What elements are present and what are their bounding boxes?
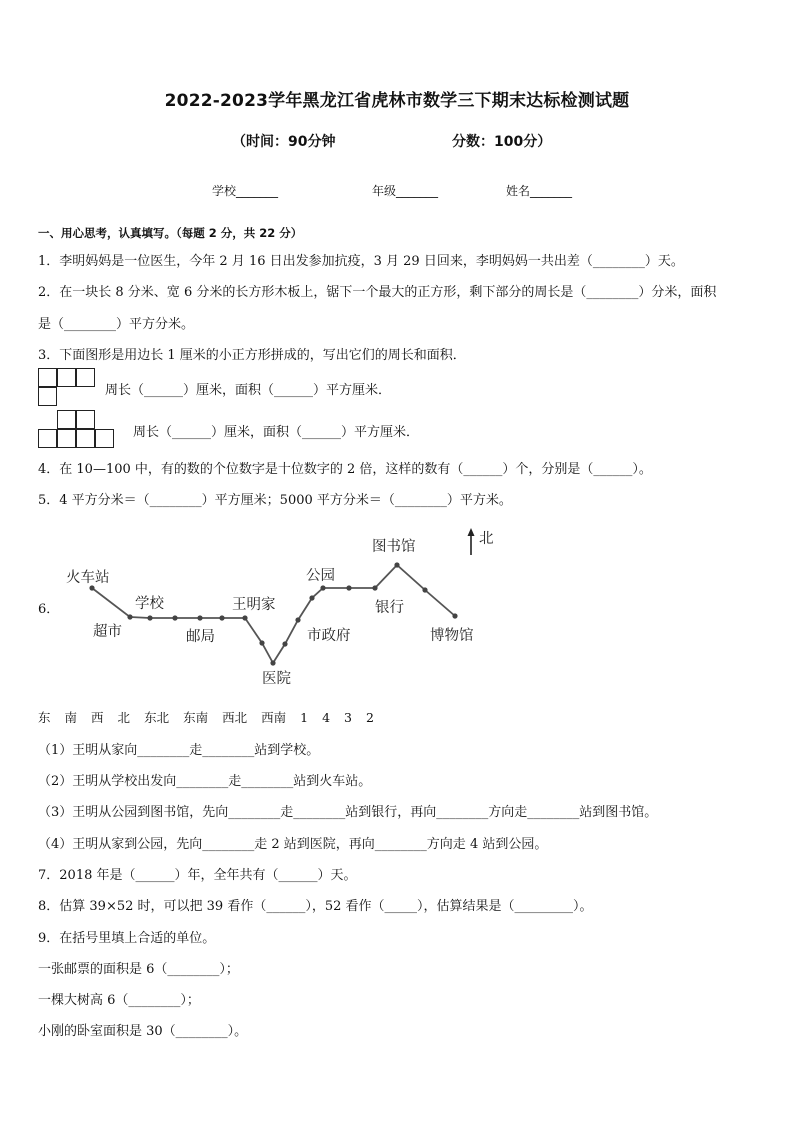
stop-dot: [346, 585, 351, 590]
word-bank-item: 西北: [222, 710, 248, 725]
question-8: 8．估算 39×52 时，可以把 39 看作（______），52 看作（_____），估算结果是（_________）。: [38, 899, 593, 914]
word-bank-item: 北: [117, 710, 131, 725]
word-bank-item: 西: [91, 710, 104, 725]
stop-dot: [309, 595, 314, 600]
question-9-item-2: 一棵大树高 6（________）；: [38, 993, 200, 1008]
route-map: [0, 520, 794, 695]
station-label-gongyuan: 公园: [306, 568, 335, 584]
question-2-line-1: 2．在一块长 8 分米、宽 6 分米的长方形木板上，锯下一个最大的正方形，剩下部分的周长是（________）分米，面积: [38, 285, 717, 300]
word-bank-item: 东南: [183, 710, 209, 725]
word-bank-item: 1: [300, 710, 309, 725]
station-label-huochezhan: 火车站: [66, 570, 110, 586]
question-9: 9．在括号里填上合适的单位。: [38, 931, 216, 946]
question-6-number: 6．: [38, 602, 60, 617]
question-5: 5．4 平方分米＝（________）平方厘米；5000 平方分米＝（________）平方米。: [38, 493, 512, 508]
school-field: 学校_______: [212, 184, 279, 198]
stop-dot: [270, 660, 275, 665]
stop-dot: [320, 585, 325, 590]
stop-dot: [219, 615, 224, 620]
question-3: 3．下面图形是用边长 1 厘米的小正方形拼成的，写出它们的周长和面积．: [38, 348, 466, 363]
word-bank-item: 东: [38, 710, 51, 725]
word-bank-item: 南: [64, 710, 78, 725]
word-bank-item: 2: [365, 710, 374, 725]
word-bank-item: 西南: [261, 710, 287, 725]
question-2-line-2: 是（________）平方分米。: [38, 317, 195, 332]
question-3-figure-b-text: 周长（______）厘米，面积（______）平方厘米．: [133, 425, 420, 440]
station-label-yiyuan: 医院: [262, 671, 291, 687]
station-label-chaoshi: 超市: [93, 624, 122, 640]
question-7: 7．2018 年是（______）年，全年共有（______）天。: [38, 868, 357, 883]
question-6-part-1: （1）王明从家向________走________站到学校。: [38, 743, 320, 758]
question-9-item-3: 小刚的卧室面积是 30（________）。: [38, 1024, 248, 1039]
word-bank-item: 4: [322, 710, 331, 725]
station-label-shizhengfu: 市政府: [307, 628, 351, 644]
north-arrow-icon: [468, 528, 475, 555]
exam-score: 分数：100分）: [452, 134, 552, 150]
page-title: 2022-2023学年黑龙江省虎林市数学三下期末达标检测试题: [164, 91, 630, 111]
section-heading: 一、用心思考，认真填写。（每题 2 分，共 22 分）: [38, 226, 303, 240]
question-9-item-1: 一张邮票的面积是 6（________）；: [38, 962, 239, 977]
stop-dot: [242, 615, 247, 620]
question-3-figure-a-text: 周长（______）厘米，面积（______）平方厘米．: [105, 383, 392, 398]
stop-dot: [172, 615, 177, 620]
stop-dot: [197, 615, 202, 620]
stop-dot: [372, 585, 377, 590]
word-bank-item: 3: [344, 710, 352, 725]
stop-dot: [452, 613, 457, 618]
station-label-youju: 邮局: [186, 629, 215, 645]
name-field: 姓名_______: [506, 184, 573, 198]
stop-dot: [259, 640, 264, 645]
stop-dot: [282, 641, 287, 646]
question-6-part-3: （3）王明从公园到图书馆，先向________走________站到银行，再向________方向走________站到图书馆。: [38, 805, 658, 820]
station-label-bowuguan: 博物馆: [430, 628, 474, 644]
north-label: 北: [479, 531, 494, 547]
question-4: 4．在 10—100 中，有的数的个位数字是十位数字的 2 倍，这样的数有（______）个，分别是（______）。: [38, 462, 652, 477]
stop-dot: [147, 615, 152, 620]
station-label-yinhang: 银行: [375, 600, 404, 616]
station-label-xuexiao: 学校: [135, 596, 164, 612]
stop-dot: [295, 617, 300, 622]
station-label-wangmingjia: 王明家: [232, 597, 276, 613]
stop-dot: [127, 614, 132, 619]
question-6-part-4: （4）王明从家到公园，先向________走 2 站到医院，再向________方向走 4 站到公园。: [38, 837, 548, 852]
question-1: 1．李明妈妈是一位医生，今年 2 月 16 日出发参加抗疫，3 月 29 日回来，李明妈妈一共出差（________）天。: [38, 254, 684, 269]
word-bank-item: 东北: [144, 710, 170, 725]
direction-word-bank: [38, 708, 388, 726]
question-6-part-2: （2）王明从学校出发向________走________站到火车站。: [38, 774, 372, 789]
stop-dot: [422, 587, 427, 592]
exam-time: （时间：90分钟: [232, 134, 336, 150]
stop-dot: [89, 585, 94, 590]
grade-field: 年级_______: [372, 184, 439, 198]
station-label-tushuguan: 图书馆: [372, 539, 416, 555]
stop-dot: [394, 562, 399, 567]
